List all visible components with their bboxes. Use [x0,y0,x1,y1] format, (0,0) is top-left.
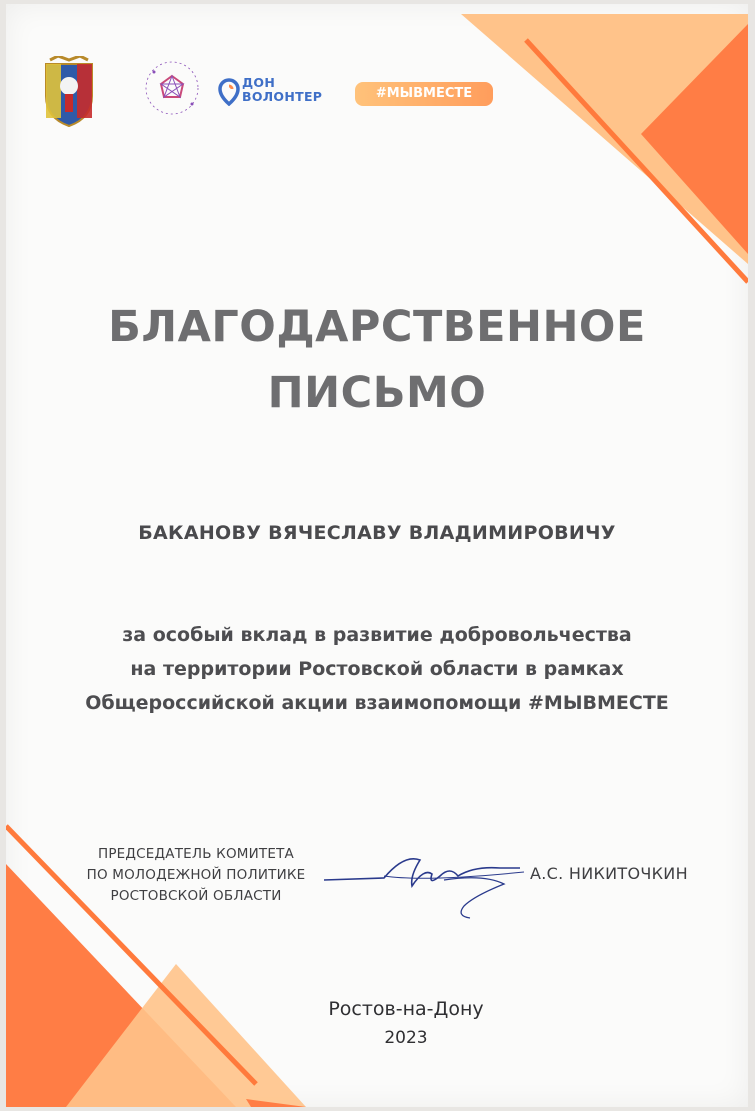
document-title-line2: ПИСЬМО [267,368,487,418]
position-line2: ПО МОЛОДЕЖНОЙ ПОЛИТИКЕ [86,867,306,883]
logo-row [6,4,748,144]
document-title-line1: БЛАГОДАРСТВЕННОЕ [108,302,646,352]
coat-of-arms-icon [40,56,98,128]
city: Ростов-на-Дону [328,998,484,1020]
don-volonter-logo [218,74,348,114]
myvmeste-tag: #МЫВМЕСТЕ [355,82,493,106]
signatory-position [46,844,346,907]
year: 2023 [384,1028,428,1048]
don-volonter-line2: ВОЛОНТЕР [242,89,323,104]
decorative-triangles [6,4,748,1107]
recipient-name: БАКАНОВУ ВЯЧЕСЛАВУ ВЛАДИМИРОВИЧУ [138,522,616,544]
location-pin-icon [218,78,240,106]
reason-line2: на территории Ростовской области в рамках [130,658,624,680]
reason-line1: за особый вклад в развитие добровольчества [122,624,632,646]
handwritten-signature [324,846,534,926]
dobro-don-icon [140,56,204,120]
certificate-sheet [6,4,748,1107]
don-volonter-line1: ДОН [242,75,276,90]
signer-name: А.С. НИКИТОЧКИН [530,864,688,883]
reason-line3: Общероссийской акции взаимопомощи #МЫВМЕСТЕ [85,692,669,714]
position-line3: РОСТОВСКОЙ ОБЛАСТИ [110,888,282,904]
position-line1: ПРЕДСЕДАТЕЛЬ КОМИТЕТА [97,846,294,862]
